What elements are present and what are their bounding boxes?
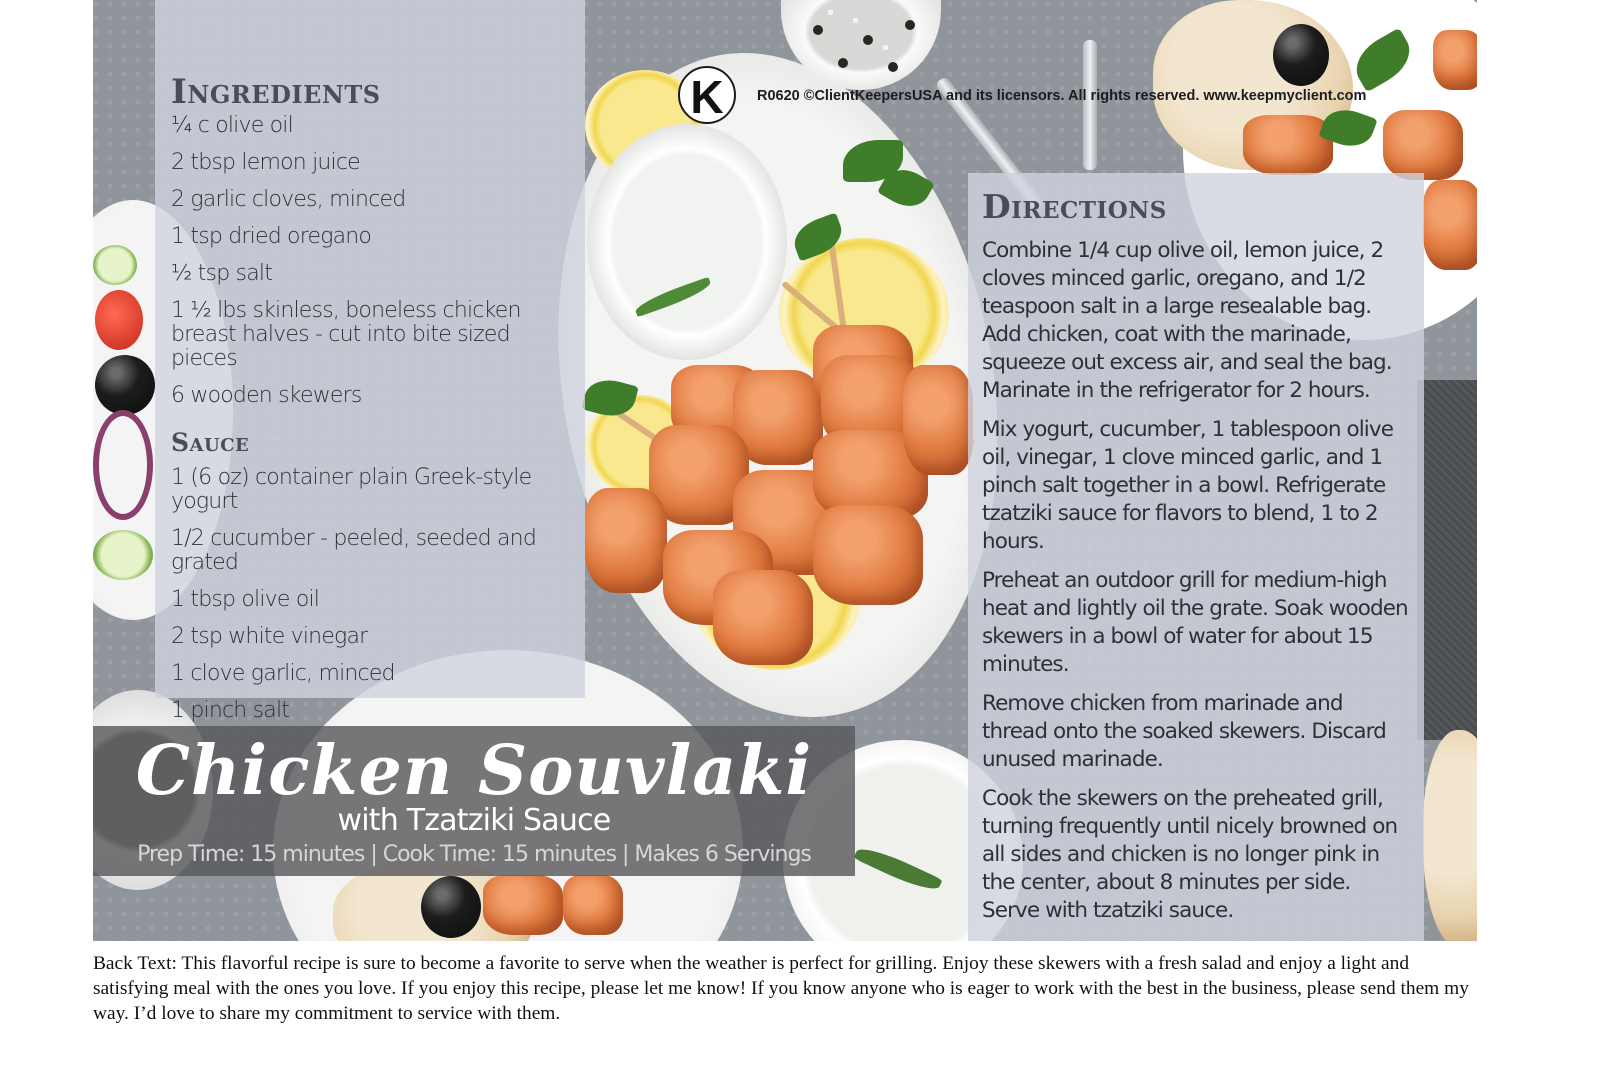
peppercorn	[838, 58, 848, 68]
fork	[1083, 40, 1097, 170]
napkin	[1417, 380, 1477, 740]
ingredient-item: ¼ c olive oil	[171, 113, 293, 138]
chicken-piece	[813, 505, 923, 605]
chicken-piece	[1423, 180, 1477, 270]
logo-letter: K	[690, 71, 724, 123]
chicken-piece	[483, 875, 563, 935]
ingredient-item: 1 ½ lbs skinless, boneless chicken breast halves - cut into bite sized pieces	[171, 298, 521, 371]
cucumber-slice	[93, 245, 137, 285]
sauce-item: 1 (6 oz) container plain Greek-style yogurt	[171, 465, 532, 514]
directions-heading: Directions	[982, 187, 1167, 226]
recipe-title: Chicken Souvlaki	[135, 731, 813, 811]
sauce-item: 1 tbsp olive oil	[171, 587, 320, 612]
sauce-list	[171, 466, 571, 723]
ingredients-panel	[155, 0, 585, 723]
salt-crystal	[853, 18, 858, 23]
direction-step: Cook the skewers on the preheated grill, turning frequently until nicely browned on all sides and chicken is no longer pink in the center, about 8 minutes per side. Serve with tzatziki sauce.	[982, 786, 1398, 923]
olive	[421, 876, 481, 938]
olive	[1273, 24, 1329, 86]
chicken-piece	[713, 570, 813, 665]
ingredient-item: 2 tbsp lemon juice	[171, 150, 360, 175]
clientkeepers-logo	[678, 66, 736, 124]
chicken-piece	[1243, 115, 1333, 175]
direction-step: Combine 1/4 cup olive oil, lemon juice, 2 cloves minced garlic, oregano, and 1/2 teaspoon salt in a large resealable bag. Add chicken, coat with the marinade, squeeze out excess air, and seal the bag. Marinate in the refrigerator for 2 hours.	[982, 238, 1392, 403]
ingredient-item: 2 garlic cloves, minced	[171, 187, 406, 212]
direction-step: Remove chicken from marinade and thread onto the soaked skewers. Discard unused marinade.	[982, 691, 1386, 772]
direction-step: Mix yogurt, cucumber, 1 tablespoon olive oil, vinegar, 1 clove minced garlic, and 1 pinch salt together in a bowl. Refrigerate tzatziki sauce for flavors to blend, 1 to 2 hours.	[982, 417, 1394, 554]
olive	[95, 355, 155, 415]
salt-crystal	[883, 45, 888, 50]
ingredient-item: ½ tsp salt	[171, 261, 273, 286]
peppercorn	[905, 20, 915, 30]
sauce-item: 1 pinch salt	[171, 698, 290, 723]
peppercorn	[813, 25, 823, 35]
peppercorn	[863, 35, 873, 45]
back-text: Back Text: This flavorful recipe is sure to become a favorite to serve when the weather is perfect for grilling. Enjoy these skewers with a fresh salad and enjoy a light and satisfying meal with the ones you love. If you enjoy this recipe, please let me know! If you know anyone who is eager to work with the best in the business, please send them my way. I’d love to share my commitment to service with them.	[93, 953, 1469, 1024]
sauce-item: 2 tsp white vinegar	[171, 624, 368, 649]
chicken-piece	[563, 875, 623, 935]
ingredients-heading: Ingredients	[171, 72, 381, 112]
chicken-piece	[585, 488, 667, 593]
tzatziki-bowl	[587, 124, 787, 360]
salt-crystal	[828, 10, 833, 15]
chicken-piece	[1433, 30, 1477, 90]
ingredient-item: 6 wooden skewers	[171, 383, 362, 408]
direction-step: Preheat an outdoor grill for medium-high heat and lightly oil the grate. Soak wooden skewers in a bowl of water for about 15 minutes.	[982, 568, 1408, 677]
sauce-item: 1 clove garlic, minced	[171, 661, 395, 686]
onion-ring	[93, 410, 153, 520]
sauce-item: 1/2 cucumber - peeled, seeded and grated	[171, 526, 536, 575]
title-banner	[93, 726, 855, 876]
copyright-notice: R0620 ©ClientKeepersUSA and its licensors. All rights reserved. www.keepmyclient.com	[757, 88, 1367, 104]
cucumber-slice	[93, 530, 153, 580]
directions-panel	[968, 173, 1424, 941]
chicken-piece	[1383, 110, 1463, 180]
sauce-heading: Sauce	[171, 428, 250, 457]
ingredients-list	[171, 114, 571, 408]
recipe-subtitle: with Tzatziki Sauce	[337, 803, 611, 838]
ingredient-item: 1 tsp dried oregano	[171, 224, 372, 249]
recipe-time-info: Prep Time: 15 minutes | Cook Time: 15 minutes | Makes 6 Servings	[137, 842, 811, 867]
peppercorn	[888, 62, 898, 72]
pita-bread	[1423, 730, 1477, 941]
chicken-piece	[903, 365, 973, 475]
tomato	[95, 290, 143, 350]
